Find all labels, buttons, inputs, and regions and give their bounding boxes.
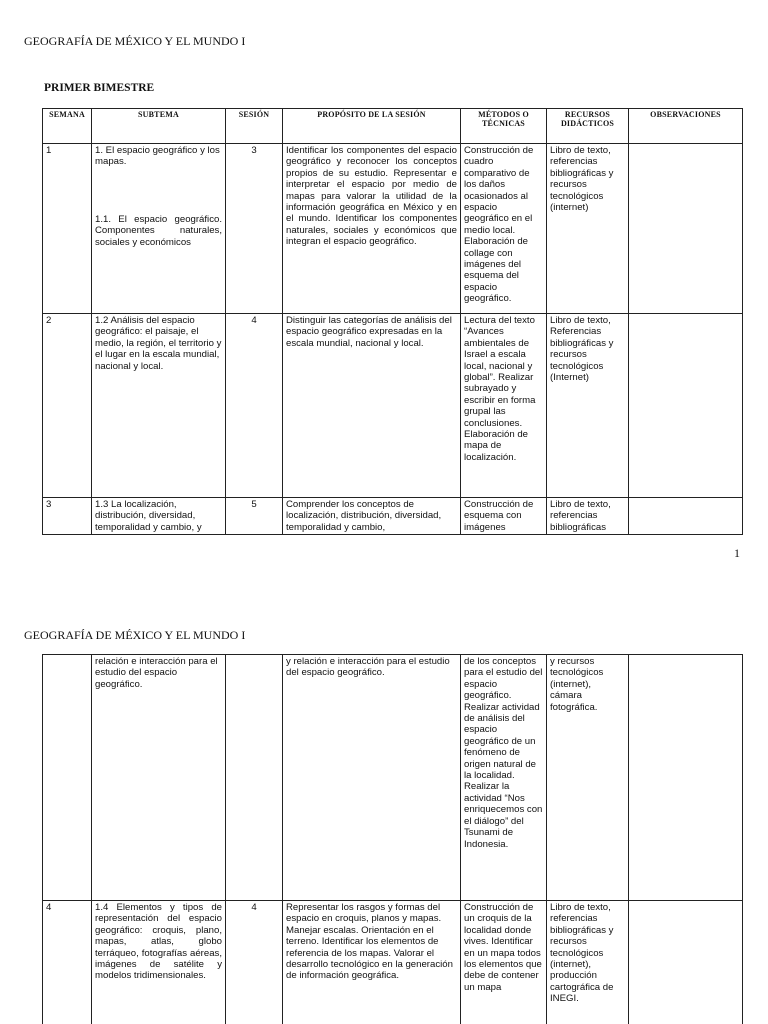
header-sesion: SESIÓN (226, 109, 283, 144)
cell-sesion: 4 (226, 314, 283, 498)
header-metodos: MÉTODOS O TÉCNICAS (461, 109, 547, 144)
cell-semana (43, 655, 92, 901)
document-page-2 (0, 606, 768, 1024)
table-row (43, 314, 743, 498)
planning-table-continued (42, 654, 743, 1024)
cell-proposito: Comprender los conceptos de localización, distribución, diversidad, temporalidad y cambio, (283, 498, 461, 535)
cell-proposito: Distinguir las categorías de análisis del espacio geográfico expresadas en la escala mundial, nacional y local. (283, 314, 461, 498)
cell-subtema: 1.2 Análisis del espacio geográfico: el paisaje, el medio, la región, el territorio y el lugar en la escala mundial, nacional y local. (92, 314, 226, 498)
cell-observaciones (629, 901, 743, 1024)
section-title: PRIMER BIMESTRE (44, 82, 155, 94)
header-recursos: RECURSOS DIDÁCTICOS (547, 109, 629, 144)
cell-sesion: 4 (226, 901, 283, 1024)
subtema-text: 1.1. El espacio geográfico. Componentes naturales, sociales y económicos (95, 213, 222, 248)
table-row (43, 655, 743, 901)
document-title: GEOGRAFÍA DE MÉXICO Y EL MUNDO I (24, 34, 246, 48)
cell-semana: 1 (43, 144, 92, 314)
cell-observaciones (629, 144, 743, 314)
header-semana: SEMANA (43, 109, 92, 144)
page-number: 1 (734, 546, 740, 560)
cell-recursos: Libro de texto, referencias bibliográficas y recursos tecnológicos (internet), producción cartográfica de INEGI. (547, 901, 629, 1024)
cell-proposito: Representar los rasgos y formas del espacio en croquis, planos y mapas. Manejar escalas. Orientación en el terreno. Identificar los elementos de referencia de los mapas. Valorar el desarrollo tecnológico en la generación de información geográfica. (283, 901, 461, 1024)
cell-proposito: y relación e interacción para el estudio del espacio geográfico. (283, 655, 461, 901)
cell-observaciones (629, 655, 743, 901)
table-row (43, 498, 743, 535)
cell-recursos: Libro de texto, referencias bibliográficas y recursos tecnológicos (internet) (547, 144, 629, 314)
cell-subtema: 1.4 Elementos y tipos de representación del espacio geográfico: croquis, plano, mapas, atlas, globo terráqueo, fotografías aéreas, imágenes de satélite y modelos tridimensionales. (92, 901, 226, 1024)
cell-recursos: y recursos tecnológicos (internet), cámara fotográfica. (547, 655, 629, 901)
subtema-text: 1. El espacio geográfico y los mapas. (95, 145, 220, 168)
planning-table (42, 108, 743, 535)
cell-proposito: Identificar los componentes del espacio geográfico y reconocer los conceptos propios de su estudio. Representar e interpretar el espacio por medio de mapas para valorar la utilidad de la información geográfica en México y en el mundo. Identificar los componentes naturales, sociales y económicos que integran el espacio geográfico. (283, 144, 461, 314)
cell-subtema: relación e interacción para el estudio del espacio geográfico. (92, 655, 226, 901)
spacer (95, 168, 222, 214)
header-subtema: SUBTEMA (92, 109, 226, 144)
cell-recursos: Libro de texto, referencias bibliográficas (547, 498, 629, 535)
page-gap (0, 570, 768, 606)
cell-metodos: Lectura del texto “Avances ambientales de Israel a escala local, nacional y global”. Realizar subrayado y escribir en forma grupal las conclusiones. Elaboración de mapa de localización. (461, 314, 547, 498)
cell-sesion: 5 (226, 498, 283, 535)
cell-subtema (92, 144, 226, 314)
cell-observaciones (629, 498, 743, 535)
header-proposito: PROPÓSITO DE LA SESIÓN (283, 109, 461, 144)
header-observaciones: OBSERVACIONES (629, 109, 743, 144)
cell-recursos: Libro de texto, Referencias bibliográficas y recursos tecnológicos (Internet) (547, 314, 629, 498)
cell-observaciones (629, 314, 743, 498)
cell-sesion (226, 655, 283, 901)
cell-subtema: 1.3 La localización, distribución, diversidad, temporalidad y cambio, y (92, 498, 226, 535)
table-header-row (43, 109, 743, 144)
cell-metodos: Construcción de cuadro comparativo de los daños ocasionados al espacio geográfico en el medio local. Elaboración de collage con imágenes del esquema del espacio geográfico. (461, 144, 547, 314)
cell-metodos: Construcción de esquema con imágenes (461, 498, 547, 535)
cell-metodos: Construcción de un croquis de la localidad donde vives. Identificar en un mapa todos los elementos que debe de contener un mapa (461, 901, 547, 1024)
cell-metodos: de los conceptos para el estudio del espacio geográfico. Realizar actividad de análisis del espacio geográfico de un fenómeno de origen natural de la localidad. Realizar la actividad “Nos enriquecemos con el diálogo” del Tsunami de Indonesia. (461, 655, 547, 901)
cell-semana: 4 (43, 901, 92, 1024)
cell-sesion: 3 (226, 144, 283, 314)
cell-semana: 2 (43, 314, 92, 498)
document-title: GEOGRAFÍA DE MÉXICO Y EL MUNDO I (24, 628, 246, 642)
cell-semana: 3 (43, 498, 92, 535)
table-row (43, 901, 743, 1024)
table-row (43, 144, 743, 314)
